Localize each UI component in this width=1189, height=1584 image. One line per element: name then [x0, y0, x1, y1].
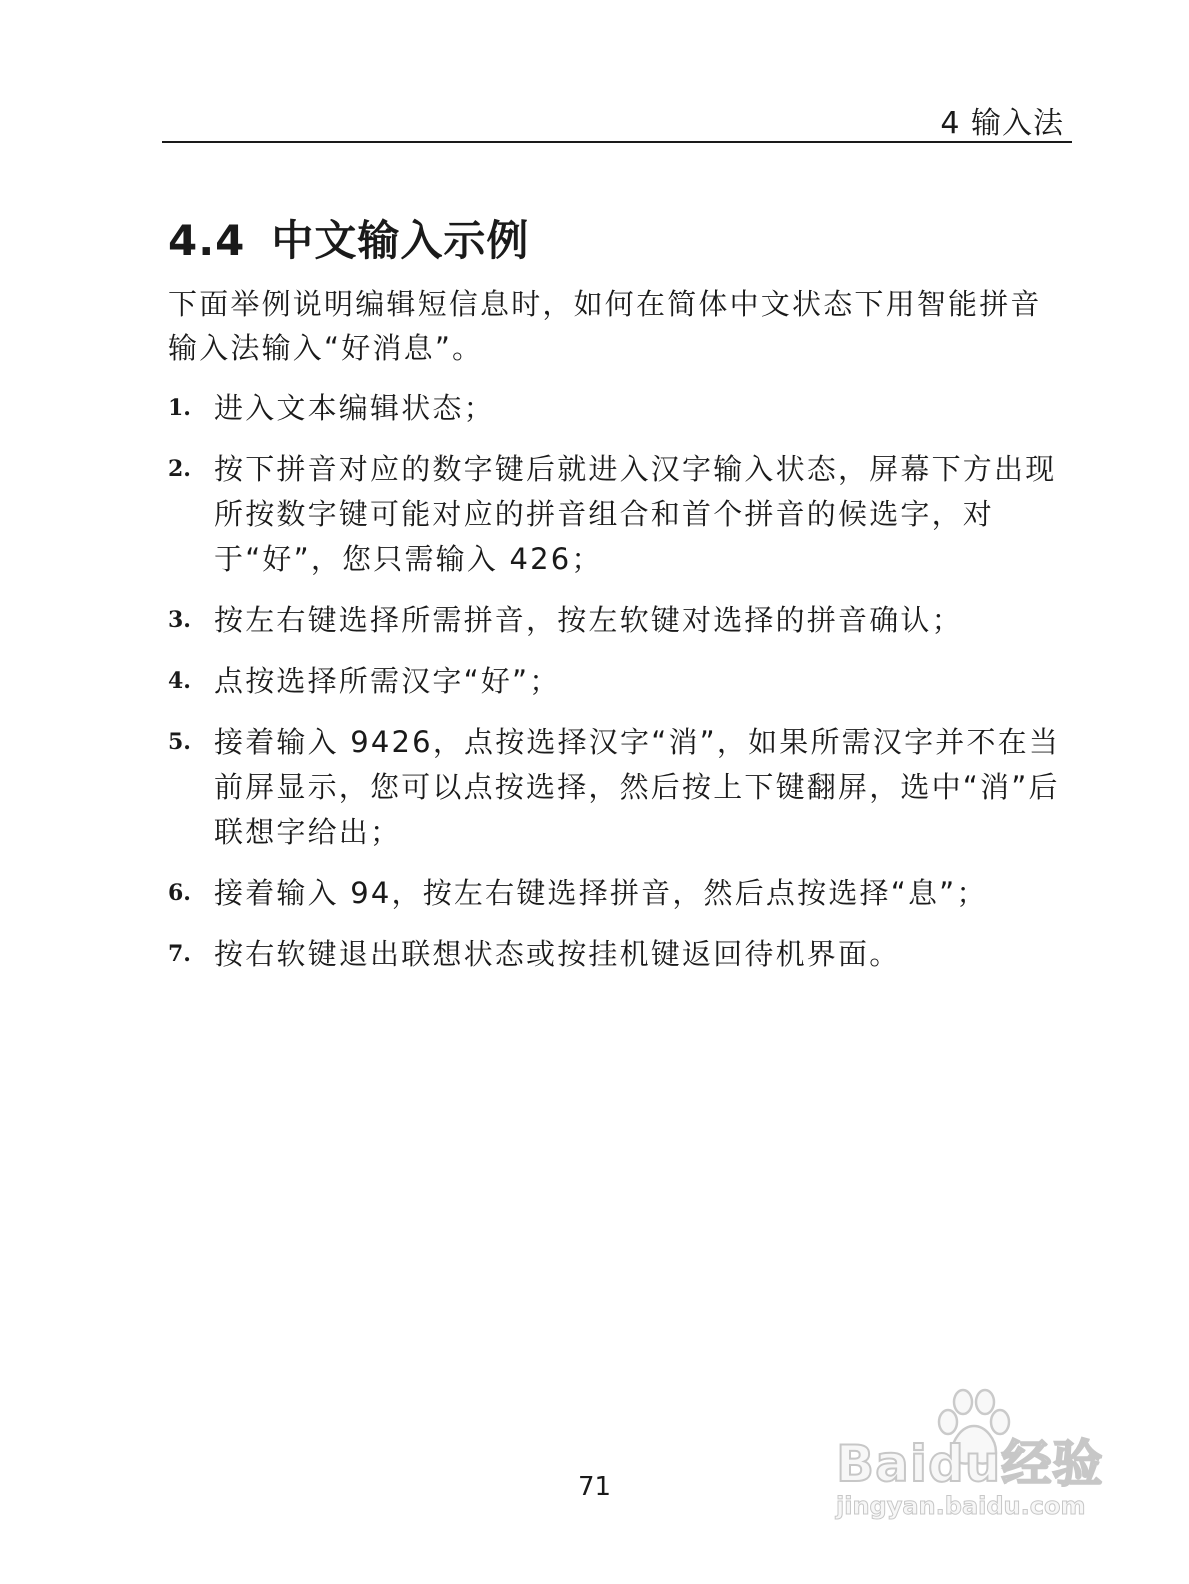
step-text: 接着输入 94，按左右键选择拼音，然后点按选择“息”；: [214, 876, 988, 910]
step-marker: 4.: [168, 668, 191, 694]
list-item: [168, 659, 1068, 704]
list-item: [168, 871, 1068, 916]
step-marker: 3.: [168, 607, 191, 633]
watermark-url: jingyan.baidu.com: [836, 1492, 1086, 1520]
steps-list: [168, 386, 1068, 993]
step-text: 按下拼音对应的数字键后就进入汉字输入状态，屏幕下方出现所按数字键可能对应的拼音组合和首个拼音的候选字，对于“好”，您只需输入 426；: [214, 452, 1057, 576]
header-rule: [162, 141, 1072, 143]
running-header: 4 输入法: [940, 106, 1064, 141]
step-marker: 1.: [168, 395, 191, 421]
step-marker: 2.: [168, 456, 191, 482]
step-marker: 7.: [168, 941, 191, 967]
list-item: [168, 932, 1068, 977]
section-number: 4.4: [168, 216, 246, 265]
step-text: 按右软键退出联想状态或按挂机键返回待机界面。: [214, 937, 901, 971]
intro-paragraph: 下面举例说明编辑短信息时，如何在简体中文状态下用智能拼音输入法输入“好消息”。: [168, 287, 1042, 365]
watermark-brand: Baidu经验: [836, 1435, 1104, 1493]
list-item: [168, 386, 1068, 431]
section-heading: 中文输入示例: [271, 216, 530, 265]
step-text: 按左右键选择所需拼音，按左软键对选择的拼音确认；: [214, 603, 963, 637]
list-item: [168, 720, 1068, 855]
step-marker: 6.: [168, 880, 191, 906]
list-item: [168, 447, 1068, 582]
list-item: [168, 598, 1068, 643]
page-number: 71: [577, 1472, 612, 1502]
step-text: 进入文本编辑状态；: [214, 391, 495, 425]
section-title: [168, 208, 529, 268]
step-text: 点按选择所需汉字“好”；: [214, 664, 561, 698]
step-text: 接着输入 9426，点按选择汉字“消”，如果所需汉字并不在当前屏显示，您可以点按选择，然后按上下键翻屏，选中“消”后联想字给出；: [214, 725, 1061, 849]
step-marker: 5.: [168, 729, 191, 755]
